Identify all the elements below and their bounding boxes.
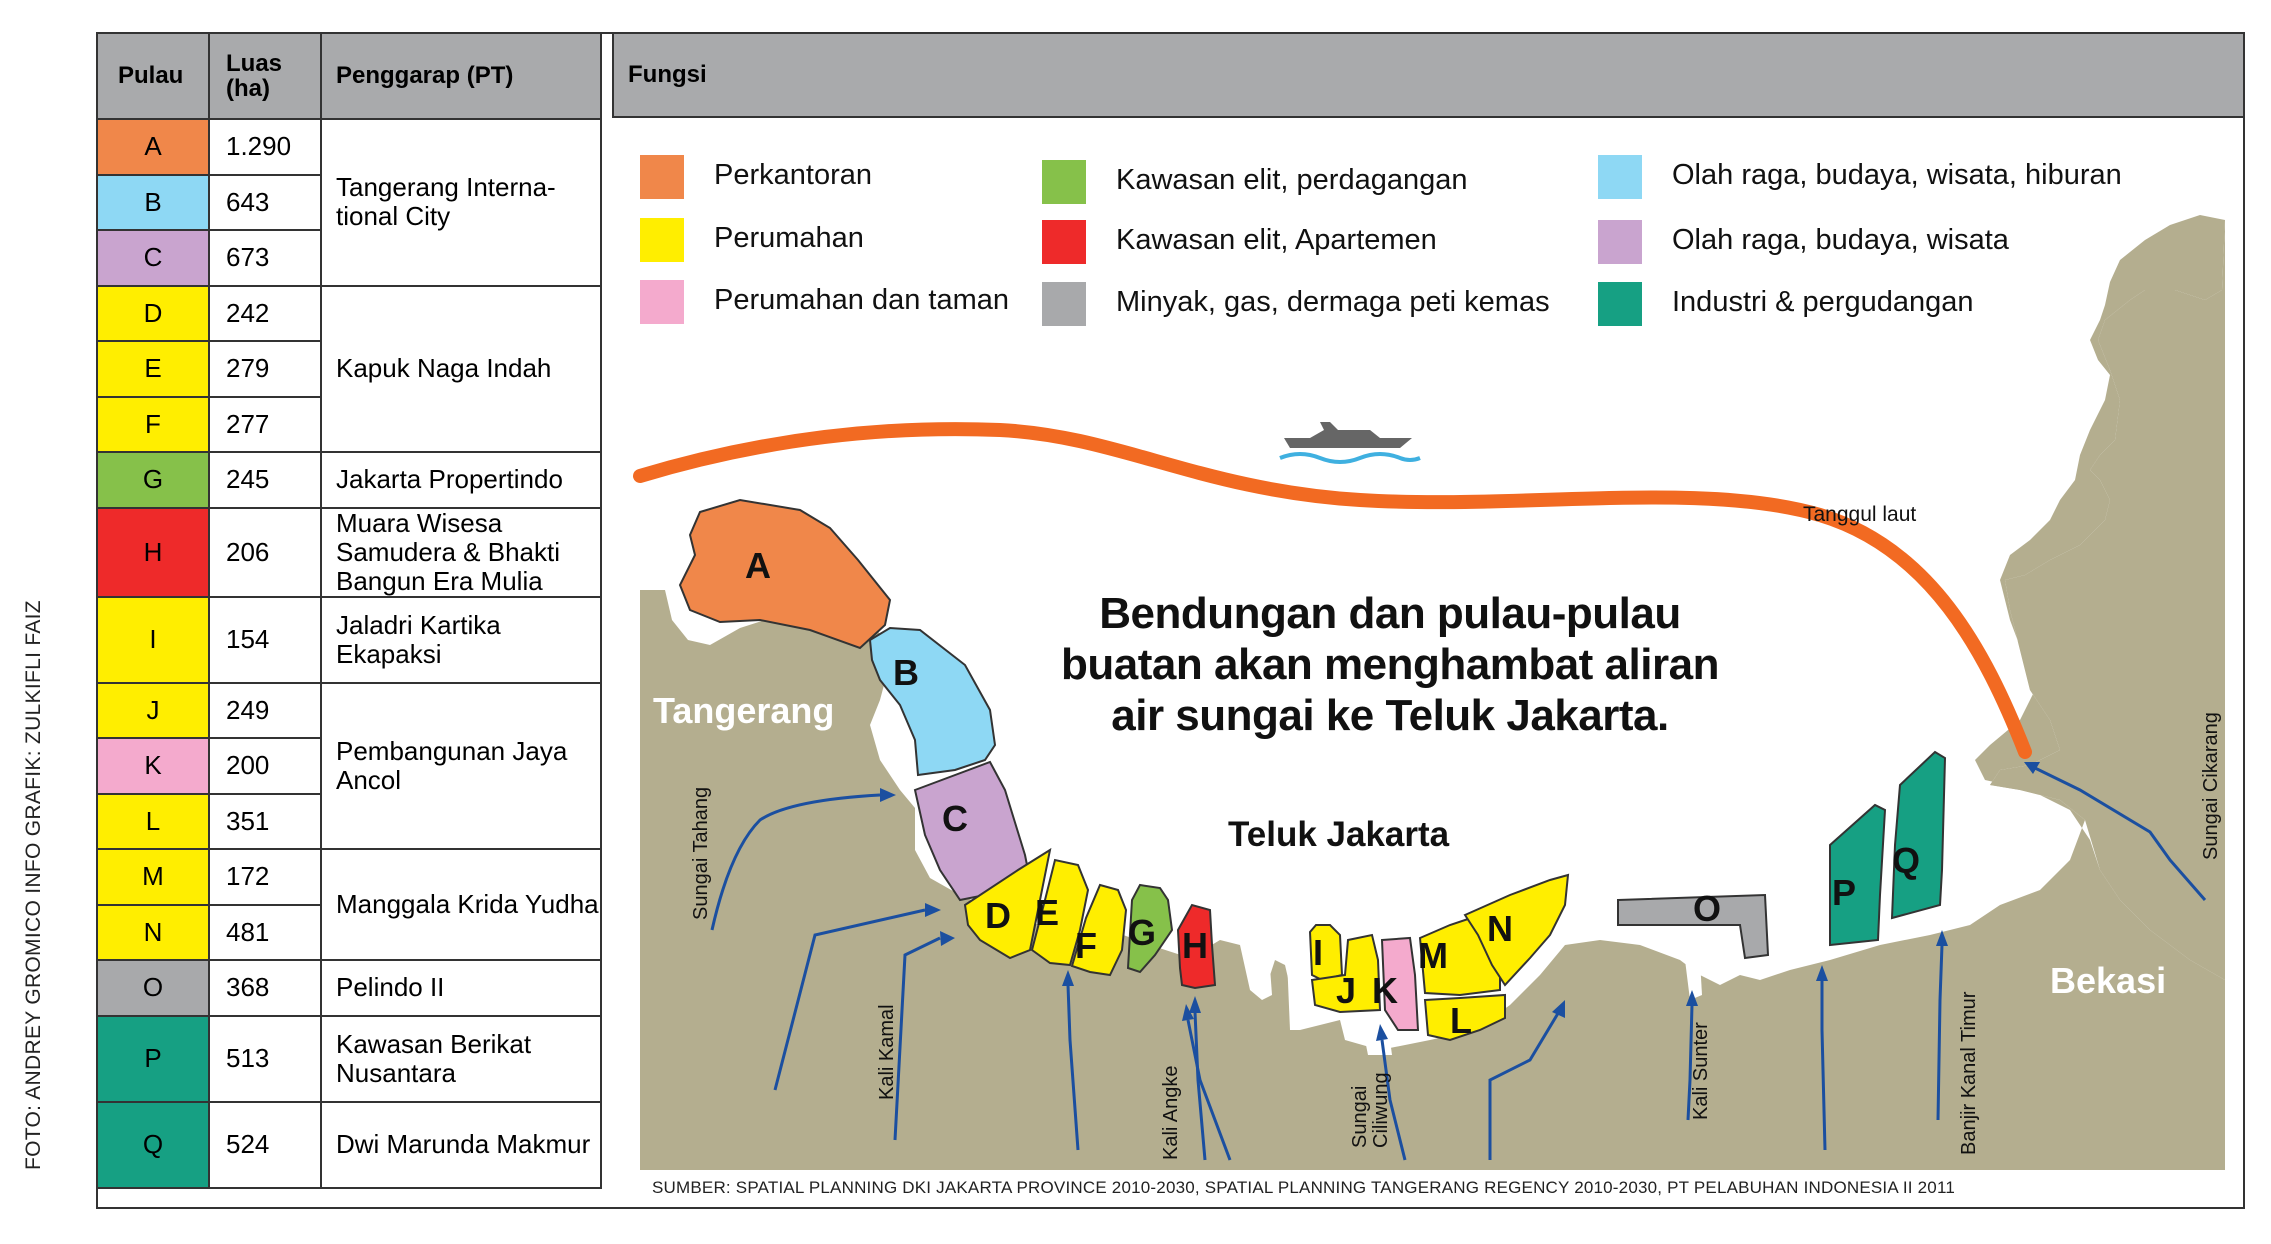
legend-label: Industri & pergudangan <box>1672 286 1974 318</box>
island-label-p: P <box>1832 872 1857 913</box>
pulau-code: B <box>97 175 209 231</box>
pulau-code: F <box>97 397 209 453</box>
penggarap-name: Manggala Krida Yudha <box>321 849 601 960</box>
river-label: Sungai Tahang <box>690 786 712 920</box>
bay-label: Teluk Jakarta <box>1228 815 1450 854</box>
luas-value: 277 <box>209 397 321 453</box>
island-Q <box>1892 752 1945 918</box>
river-label: Sungai Ciliwung <box>1349 1072 1392 1148</box>
photo-credit: FOTO: ANDREY GROMICO INFO GRAFIK: ZULKIFLI FAIZ <box>22 600 45 1170</box>
luas-value: 1.290 <box>209 119 321 175</box>
island-label-c: C <box>942 798 968 839</box>
luas-value: 242 <box>209 286 321 342</box>
island-label-i: I <box>1313 932 1324 973</box>
headline-line-2: buatan akan menghambat aliran <box>1061 640 1719 689</box>
luas-value: 513 <box>209 1016 321 1102</box>
island-label-g: G <box>1128 912 1157 953</box>
island-label-n: N <box>1487 908 1513 949</box>
island-label-q: Q <box>1892 840 1921 881</box>
luas-value: 245 <box>209 452 321 508</box>
pulau-code: E <box>97 341 209 397</box>
pulau-code: L <box>97 794 209 850</box>
legend-label: Kawasan elit, perdagangan <box>1116 164 1468 196</box>
pulau-code: A <box>97 119 209 175</box>
luas-value: 172 <box>209 849 321 905</box>
island-label-k: K <box>1372 970 1398 1011</box>
penggarap-name: Kapuk Naga Indah <box>321 286 601 453</box>
island-A <box>680 500 890 648</box>
luas-value: 643 <box>209 175 321 231</box>
luas-value: 206 <box>209 508 321 597</box>
legend-label: Olah raga, budaya, wisata, hiburan <box>1672 159 2122 191</box>
luas-value: 351 <box>209 794 321 850</box>
pulau-code: G <box>97 452 209 508</box>
river-label: Sungai Cikarang <box>2200 712 2222 860</box>
penggarap-name: Kawasan Berikat Nusantara <box>321 1016 601 1102</box>
penggarap-name: Pembangunan Jaya Ancol <box>321 683 601 850</box>
river-label: Kali Angke <box>1160 1065 1182 1160</box>
island-label-j: J <box>1336 970 1357 1011</box>
legend-label: Perkantoran <box>714 159 872 191</box>
region-bekasi: Bekasi <box>2050 960 2167 1001</box>
island-label-e: E <box>1035 892 1060 933</box>
island-label-m: M <box>1418 935 1448 976</box>
island-label-o: O <box>1693 888 1722 929</box>
pulau-code: N <box>97 905 209 961</box>
luas-value: 673 <box>209 230 321 286</box>
penggarap-name: Jakarta Propertindo <box>321 452 601 508</box>
pulau-code: C <box>97 230 209 286</box>
pulau-code: Q <box>97 1102 209 1188</box>
pulau-code: J <box>97 683 209 739</box>
headline-line-3: air sungai ke Teluk Jakarta. <box>1111 691 1669 740</box>
river-label: Banjir Kanal Timur <box>1958 991 1980 1155</box>
luas-value: 368 <box>209 960 321 1016</box>
pulau-code: P <box>97 1016 209 1102</box>
penggarap-name: Jaladri Kartika Ekapaksi <box>321 597 601 683</box>
land-east <box>1990 220 2225 980</box>
header-luas: Luas (ha) <box>209 33 321 119</box>
luas-value: 249 <box>209 683 321 739</box>
luas-value: 154 <box>209 597 321 683</box>
region-tangerang: Tangerang <box>653 690 835 731</box>
legend-label: Minyak, gas, dermaga peti kemas <box>1116 286 1550 318</box>
pulau-code: I <box>97 597 209 683</box>
luas-value: 200 <box>209 738 321 794</box>
island-B <box>870 628 995 775</box>
pulau-code: K <box>97 738 209 794</box>
luas-value: 279 <box>209 341 321 397</box>
pulau-code: M <box>97 849 209 905</box>
header-pulau: Pulau <box>97 33 209 119</box>
ship-icon <box>1280 422 1420 462</box>
penggarap-name: Dwi Marunda Makmur <box>321 1102 601 1188</box>
river-label: Kali Kamal <box>876 1004 898 1100</box>
legend-label: Perumahan <box>714 222 864 254</box>
headline-line-1: Bendungan dan pulau-pulau <box>1099 589 1681 638</box>
legend-label: Olah raga, budaya, wisata <box>1672 224 2009 256</box>
legend-label: Perumahan dan taman <box>714 284 1010 316</box>
island-label-h: H <box>1182 925 1208 966</box>
island-label-d: D <box>985 895 1011 936</box>
fungsi-header: Fungsi <box>612 32 2245 118</box>
island-label-l: L <box>1450 1000 1472 1041</box>
pulau-code: H <box>97 508 209 597</box>
pulau-code: O <box>97 960 209 1016</box>
island-label-b: B <box>893 652 919 693</box>
legend-label: Kawasan elit, Apartemen <box>1116 224 1437 256</box>
luas-value: 481 <box>209 905 321 961</box>
river-label: Kali Sunter <box>1690 1022 1712 1120</box>
island-label-f: F <box>1075 925 1097 966</box>
pulau-code: D <box>97 286 209 342</box>
header-penggarap: Penggarap (PT) <box>321 33 601 119</box>
island-label-a: A <box>745 545 771 586</box>
luas-value: 524 <box>209 1102 321 1188</box>
penggarap-name: Tangerang Interna-tional City <box>321 119 601 286</box>
headline <box>1030 588 1750 741</box>
penggarap-name: Pelindo II <box>321 960 601 1016</box>
seawall-label: Tanggul laut <box>1803 503 1917 526</box>
source-note: SUMBER: SPATIAL PLANNING DKI JAKARTA PROVINCE 2010-2030, SPATIAL PLANNING TANGERANG REGENCY 2010-2030, PT PELABUHAN INDONESIA II 2011 <box>652 1178 1956 1197</box>
penggarap-name: Muara Wisesa Samudera & Bhakti Bangun Era Mulia <box>321 508 601 597</box>
